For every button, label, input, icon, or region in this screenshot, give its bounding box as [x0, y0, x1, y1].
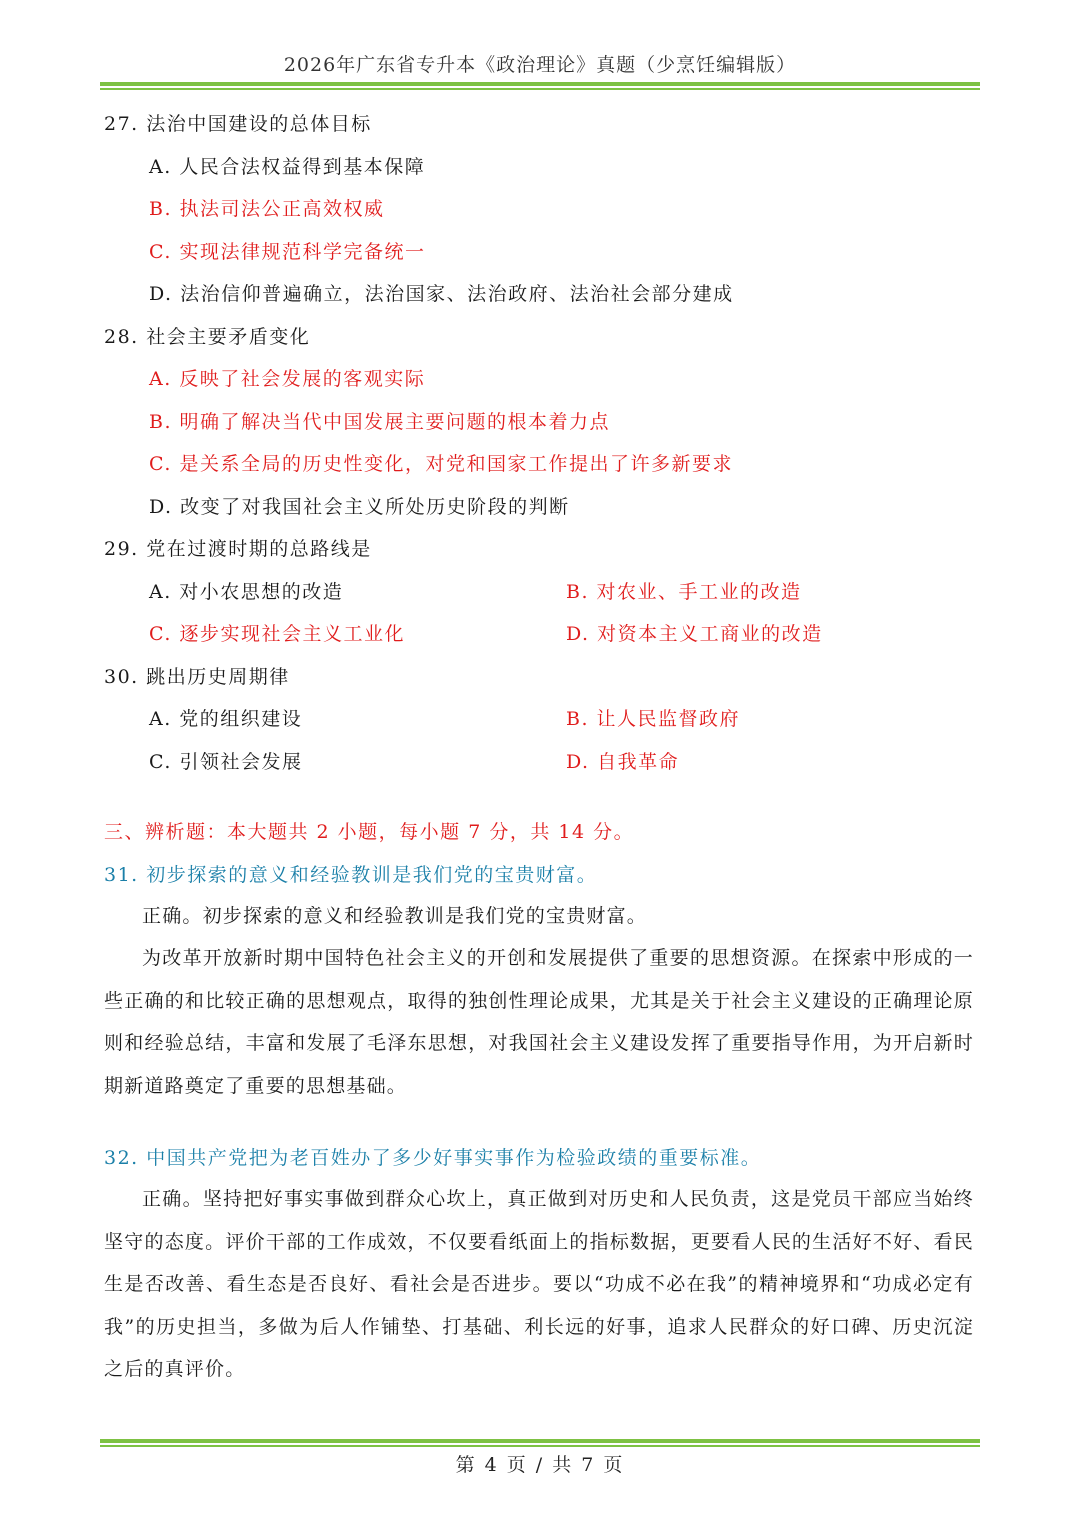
question-27-stem: 27. 法治中国建设的总体目标 [104, 113, 372, 135]
page-number: 第 4 页 / 共 7 页 [455, 1454, 625, 1476]
question-30-stem: 30. 跳出历史周期律 [104, 666, 290, 688]
question-30-option-c: C. 引领社会发展 [149, 751, 303, 773]
question-29-option-c: C. 逐步实现社会主义工业化 [149, 623, 405, 645]
question-29-stem: 29. 党在过渡时期的总路线是 [104, 538, 372, 560]
question-28-option-b: B. 明确了解决当代中国发展主要问题的根本着力点 [149, 411, 611, 433]
question-27-option-a: A. 人民合法权益得到基本保障 [149, 156, 426, 178]
question-28-option-a: A. 反映了社会发展的客观实际 [149, 368, 426, 390]
section-3-heading: 三、辨析题：本大题共 2 小题，每小题 7 分，共 14 分。 [104, 821, 635, 843]
question-28-stem: 28. 社会主要矛盾变化 [104, 326, 311, 348]
question-28-option-c: C. 是关系全局的历史性变化，对党和国家工作提出了许多新要求 [149, 453, 733, 475]
question-30-option-b: B. 让人民监督政府 [566, 708, 741, 730]
header-rule [100, 82, 980, 90]
question-29-option-b: B. 对农业、手工业的改造 [566, 581, 802, 603]
question-30-option-d: D. 自我革命 [566, 751, 680, 773]
page-header-title: 2026年广东省专升本《政治理论》真题（少烹饪编辑版） [283, 54, 797, 76]
question-31-answer-explanation: 为改革开放新时期中国特色社会主义的开创和发展提供了重要的思想资源。在探索中形成的一些正确的和比较正确的思想观点，取得的独创性理论成果，尤其是关于社会主义建设的正确理论原则和经验总结，丰富和发展了毛泽东思想，对我国社会主义建设发挥了重要指导作用，为开启新时期新道路奠定了重要的思想基础。 [104, 947, 974, 1097]
question-27-option-b: B. 执法司法公正高效权威 [149, 198, 385, 220]
question-29-option-d: D. 对资本主义工商业的改造 [566, 623, 823, 645]
question-31-stem: 31. 初步探索的意义和经验教训是我们党的宝贵财富。 [104, 864, 598, 886]
question-30-option-a: A. 党的组织建设 [149, 708, 303, 730]
question-31-answer-verdict: 正确。初步探索的意义和经验教训是我们党的宝贵财富。 [142, 905, 648, 927]
question-27-option-c: C. 实现法律规范科学完备统一 [149, 241, 426, 263]
question-29-option-a: A. 对小农思想的改造 [149, 581, 344, 603]
question-27-option-d: D. 法治信仰普遍确立，法治国家、法治政府、法治社会部分建成 [149, 283, 734, 305]
footer-rule [100, 1439, 980, 1447]
question-28-option-d: D. 改变了对我国社会主义所处历史阶段的判断 [149, 496, 570, 518]
question-32-answer: 正确。坚持把好事实事做到群众心坎上，真正做到对历史和人民负责，这是党员干部应当始终坚守的态度。评价干部的工作成效，不仅要看纸面上的指标数据，更要看人民的生活好不好、看民生是否改善、看生态是否良好、看社会是否进步。要以“功成不必在我”的精神境界和“功成必定有我”的历史担当，多做为后人作铺垫、打基础、利长远的好事，追求人民群众的好口碑、历史沉淀之后的真评价。 [104, 1188, 974, 1380]
question-32-stem: 32. 中国共产党把为老百姓办了多少好事实事作为检验政绩的重要标准。 [104, 1147, 762, 1169]
